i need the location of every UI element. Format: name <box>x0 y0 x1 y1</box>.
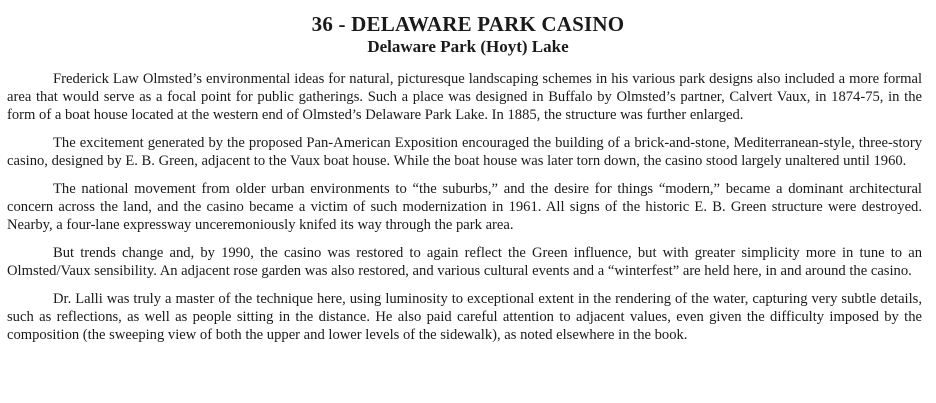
paragraph-modernization: The national movement from older urban environments to “the suburbs,” and the desire for things “modern,” became a dominant architectural concern across the land, and the casino became a victim of such modernization in 1961. All signs of the historic E. B. Green structure were destroyed. Nearby, a four-lane expressway unceremoniously knifed its way through the park area. <box>7 181 922 233</box>
page-subtitle: Delaware Park (Hoyt) Lake <box>367 37 569 56</box>
paragraph-pan-american: The excitement generated by the proposed Pan-American Exposition encouraged the building of a brick-and-stone, Mediterranean-style, three-story casino, designed by E. B. Green, adjacent to the Vaux boat house. While the boat house was later torn down, the casino stood largely unaltered until 1960. <box>7 135 922 169</box>
page-title: 36 - DELAWARE PARK CASINO <box>311 12 625 36</box>
paragraph-lalli-technique: Dr. Lalli was truly a master of the technique here, using luminosity to exceptional extent in the rendering of the water, capturing very subtle details, such as reflections, as well as people sitting in the distance. He also paid careful attention to adjacent values, even given the difficulty imposed by the composition (the sweeping view of both the upper and lower levels of the sidewalk), as noted elsewhere in the book. <box>7 291 922 343</box>
paragraph-restoration: But trends change and, by 1990, the casino was restored to again reflect the Green influence, but with greater simplicity more in tune to an Olmsted/Vaux sensibility. An adjacent rose garden was also restored, and various cultural events and a “winterfest” are held here, in and around the casino. <box>7 245 922 279</box>
article-body <box>7 70 922 354</box>
paragraph-olmsted-vaux: Frederick Law Olmsted’s environmental ideas for natural, picturesque landscaping schemes in his various park designs also included a more formal area that would serve as a focal point for public gatherings. Such a place was designed in Buffalo by Olmsted’s partner, Calvert Vaux, in 1874-75, in the form of a boat house located at the western end of Olmsted’s Delaware Park Lake. In 1885, the structure was further enlarged. <box>7 71 922 123</box>
